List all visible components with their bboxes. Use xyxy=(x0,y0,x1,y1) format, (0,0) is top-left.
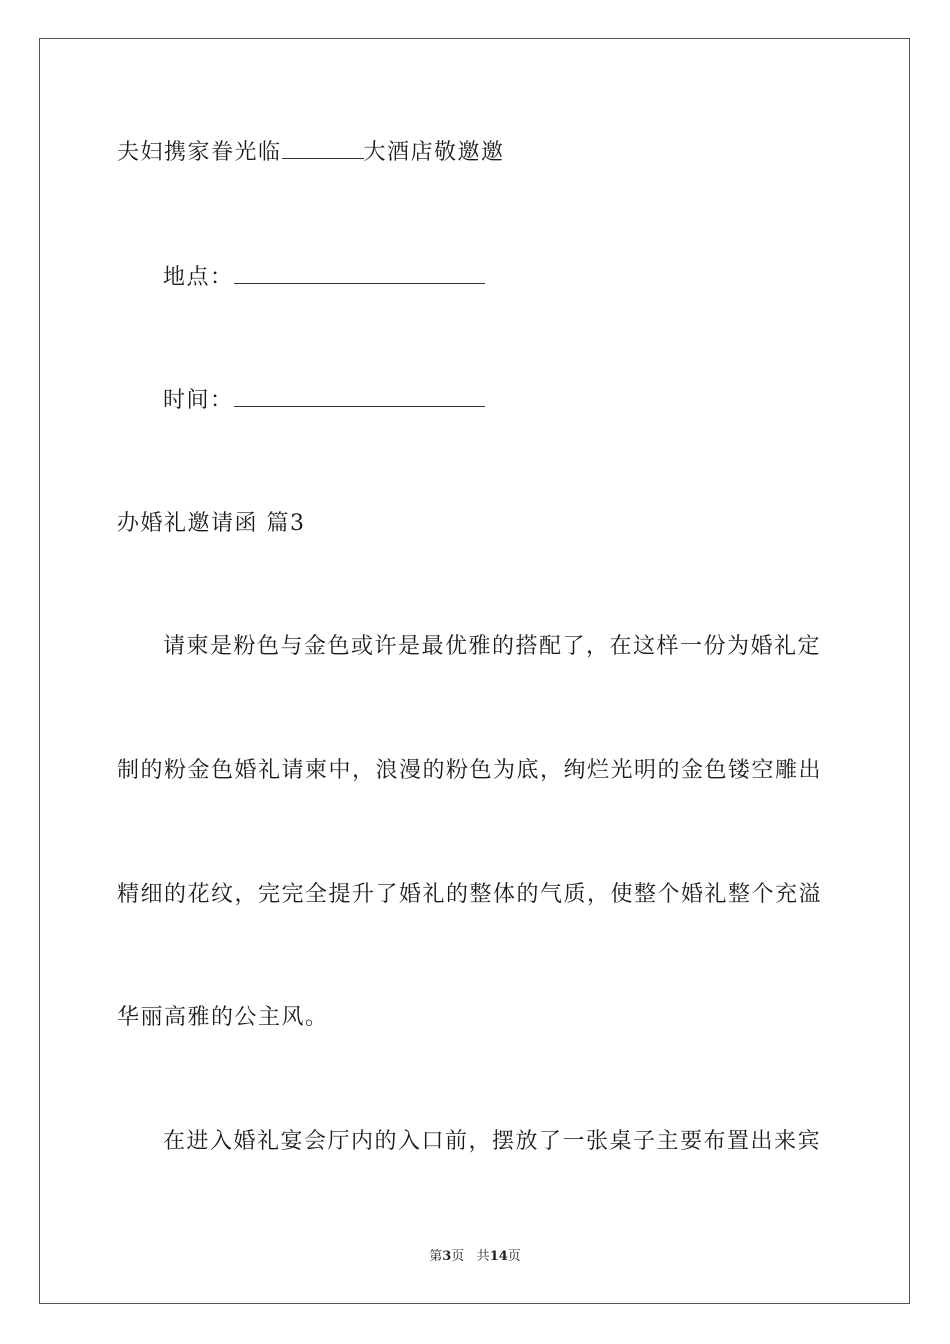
page-footer xyxy=(0,1249,950,1265)
place-line xyxy=(163,261,485,293)
footer-total-pages: 14 xyxy=(489,1249,508,1264)
footer-total-prefix: 共 xyxy=(476,1249,490,1264)
paragraph-line: 华丽高雅的公主风。 xyxy=(117,1005,329,1030)
section-heading: 办婚礼邀请函 篇3 xyxy=(117,511,306,536)
time-label: 时间： xyxy=(163,388,234,413)
invite-line xyxy=(117,136,505,168)
paragraph-line: 在进入婚礼宴会厅内的入口前，摆放了一张桌子主要布置出来宾 xyxy=(163,1129,822,1154)
paragraph-line: 请柬是粉色与金色或许是最优雅的搭配了，在这样一份为婚礼定 xyxy=(163,634,822,659)
invite-prefix: 夫妇携家眷光临 xyxy=(117,140,282,165)
footer-total-unit: 页 xyxy=(507,1249,521,1264)
page-border xyxy=(39,38,910,1304)
time-blank xyxy=(234,384,485,407)
invite-suffix: 大酒店敬邀邀 xyxy=(363,140,505,165)
time-line xyxy=(163,384,485,416)
hotel-name-blank xyxy=(282,136,364,159)
footer-page-number: 3 xyxy=(442,1249,452,1264)
footer-page-prefix: 第 xyxy=(429,1249,443,1264)
place-label: 地点： xyxy=(163,265,234,290)
place-blank xyxy=(234,261,485,284)
footer-page-unit: 页 xyxy=(451,1249,465,1264)
paragraph-line: 精细的花纹，完完全提升了婚礼的整体的气质，使整个婚礼整个充溢 xyxy=(117,882,823,907)
paragraph-line: 制的粉金色婚礼请柬中，浪漫的粉色为底，绚烂光明的金色镂空雕出 xyxy=(117,758,823,783)
